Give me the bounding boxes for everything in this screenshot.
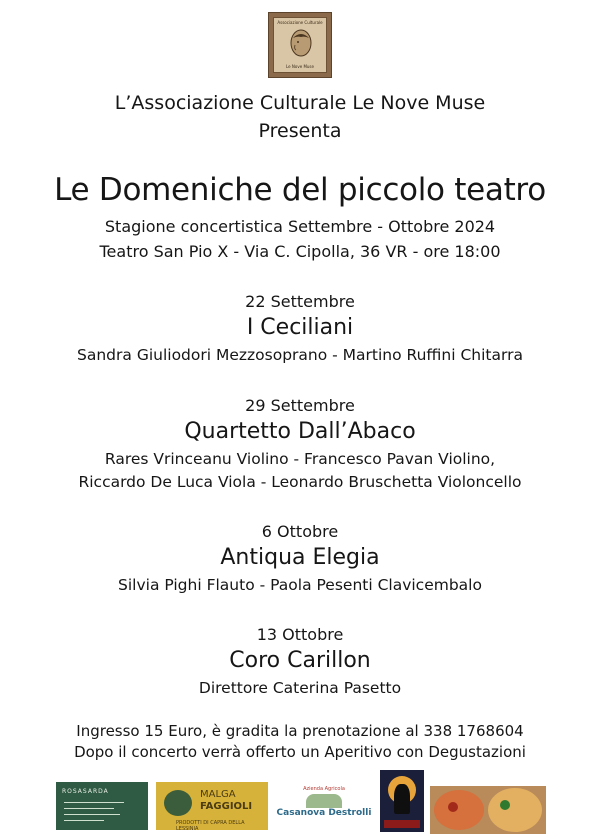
ticket-info: Ingresso 15 Euro, è gradita la prenotazione al 338 1768604 — [76, 722, 524, 740]
sponsor-malga-label: MALGA — [200, 789, 236, 800]
event-date: 13 Ottobre — [256, 625, 344, 644]
organization-name: L’Associazione Culturale Le Nove Muse — [114, 92, 486, 114]
farmhouse-icon — [306, 794, 342, 808]
goat-icon — [164, 790, 192, 816]
sponsor-malga-subtitle: PRODOTTI DI CAPRA DELLA LESSINIA — [176, 820, 245, 830]
event-performers: Sandra Giuliodori Mezzosoprano - Martino Ruffini Chitarra — [77, 346, 523, 364]
sponsor-casanova-top-text: Azienda Agricola — [303, 786, 345, 792]
sponsor-banner — [384, 820, 420, 828]
venue-line: Teatro San Pio X - Via C. Cipolla, 36 VR - ore 18:00 — [99, 242, 501, 261]
event-name: Coro Carillon — [229, 648, 371, 673]
event-performers: Silvia Pighi Flauto - Paola Pesenti Clavicembalo — [118, 576, 482, 594]
presents-label: Presenta — [258, 120, 342, 142]
sponsor-rosasarda-name: ROSASARDA — [62, 788, 109, 795]
event-name: Antiqua Elegia — [220, 545, 380, 570]
event-performers: Direttore Caterina Pasetto — [198, 679, 402, 697]
logo-top-text: Associazione Culturale — [277, 20, 323, 25]
event-date: 22 Settembre — [245, 292, 355, 311]
sponsor-casanova-destrolli-logo — [276, 782, 372, 830]
event-performers: Rares Vrinceanu Violino - Francesco Pavan Violino, — [104, 450, 496, 468]
event-series-title: Le Domeniche del piccolo teatro — [54, 172, 546, 208]
sponsor-wolf-logo — [380, 770, 424, 832]
pizza-image — [488, 788, 542, 832]
aperitivo-info: Dopo il concerto verrà offerto un Aperitivo con Degustazioni — [74, 743, 526, 761]
logo-bottom-text: Le Nove Muse — [286, 64, 314, 69]
logo-frame — [273, 17, 327, 73]
sponsor-food-photo — [430, 786, 546, 834]
muse-profile-icon — [287, 28, 313, 60]
season-subtitle: Stagione concertistica Settembre - Ottobre 2024 — [104, 217, 496, 236]
event-name: I Ceciliani — [246, 315, 354, 340]
event-date: 6 Ottobre — [261, 522, 339, 541]
wolf-icon — [394, 784, 410, 814]
sponsor-malga-faggioli-logo — [156, 782, 268, 830]
dish-image — [434, 790, 484, 830]
event-date: 29 Settembre — [245, 396, 355, 415]
event-performers: Riccardo De Luca Viola - Leonardo Bruschetta Violoncello — [78, 473, 522, 491]
sponsor-rosasarda-logo — [56, 782, 148, 830]
association-logo — [268, 12, 332, 78]
event-name: Quartetto Dall’Abaco — [184, 419, 416, 444]
sponsor-faggioli-label: FAGGIOLI — [200, 801, 253, 812]
sponsor-casanova-name: Casanova Destrolli — [276, 808, 372, 818]
